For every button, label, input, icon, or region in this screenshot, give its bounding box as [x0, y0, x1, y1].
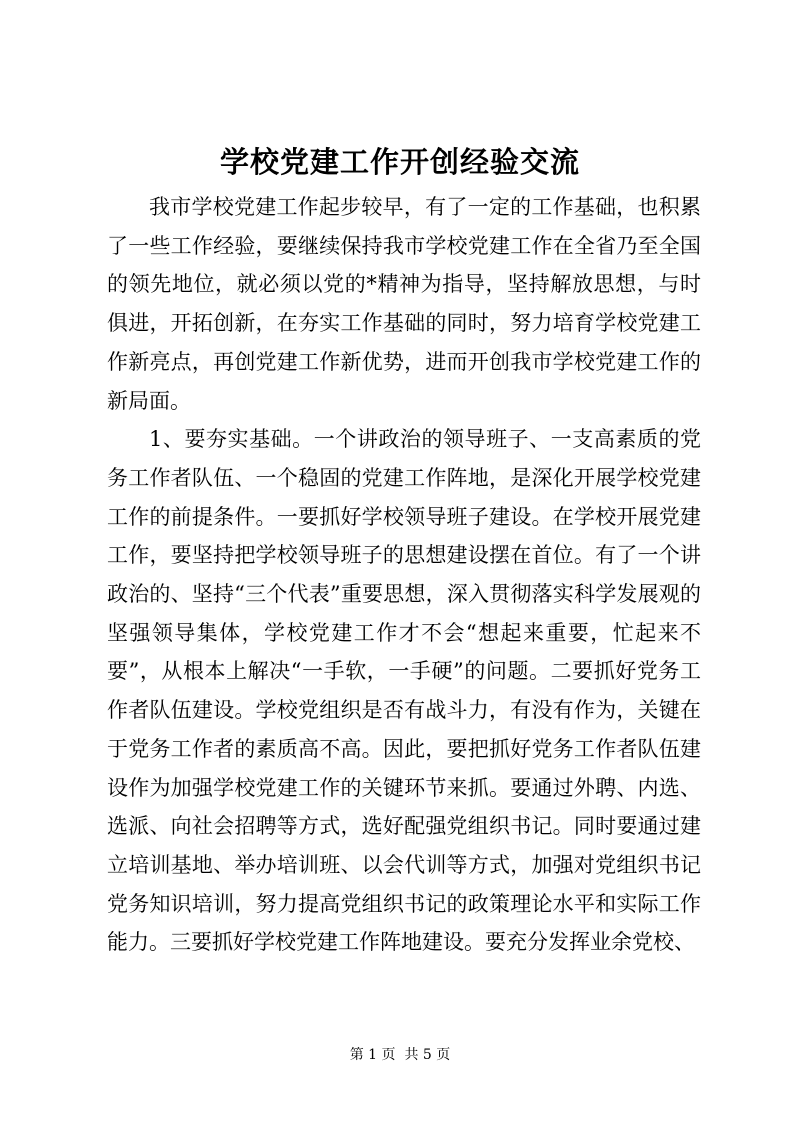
document-body — [107, 188, 701, 962]
page-footer — [0, 1045, 800, 1065]
document-title: 学校党建工作开创经验交流 — [219, 145, 580, 179]
page-number-label: 第 1 页 共 5 页 — [349, 1047, 451, 1063]
paragraph-foundation: 1、要夯实基础。一个讲政治的领导班子、一支高素质的党务工作者队伍、一个稳固的党建工作阵地，是深化开展学校党建工作的前提条件。一要抓好学校领导班子建设。在学校开展党建工作，要坚持把学校领导班子的思想建设摆在首位。有了一个讲政治的、坚持“三个代表”重要思想，深入贯彻落实科学发展观的坚强领导集体，学校党建工作才不会“想起来重要，忙起来不要”，从根本上解决“一手软，一手硬”的问题。二要抓好党务工作者队伍建设。学校党组织是否有战斗力，有没有作为，关键在于党务工作者的素质高不高。因此，要把抓好党务工作者队伍建设作为加强学校党建工作的关键环节来抓。要通过外聘、内选、选派、向社会招聘等方式，选好配强党组织书记。同时要通过建立培训基地、举办培训班、以会代训等方式，加强对党组织书记党务知识培训，努力提高党组织书记的政策理论水平和实际工作能力。三要抓好学校党建工作阵地建设。要充分发挥业余党校、 — [107, 427, 701, 955]
paragraph-intro: 我市学校党建工作起步较早，有了一定的工作基础，也积累了一些工作经验，要继续保持我市学校党建工作在全省乃至全国的领先地位，就必须以党的*精神为指导，坚持解放思想，与时俱进，开拓创新，在夯实工作基础的同时，努力培育学校党建工作新亮点，再创党建工作新优势，进而开创我市学校党建工作的新局面。 — [107, 195, 701, 413]
